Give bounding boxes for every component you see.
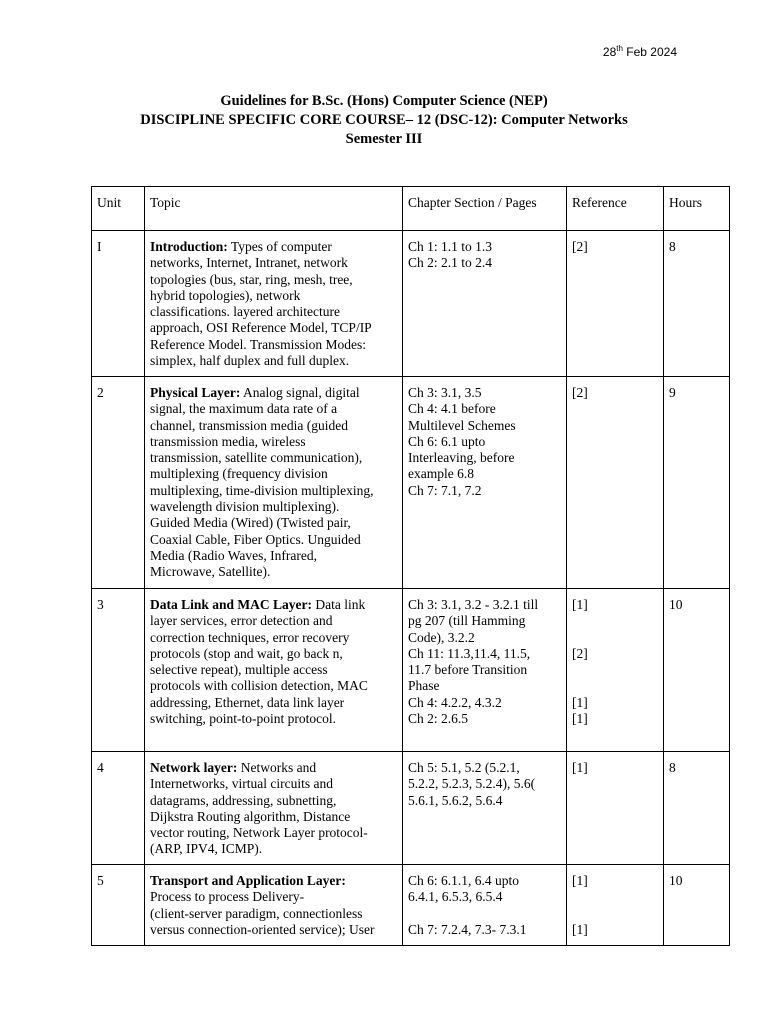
- topic-title: Data Link and MAC Layer:: [150, 597, 313, 612]
- topic-line: [150, 760, 397, 776]
- document-heading: [0, 92, 768, 149]
- chapter-line: Interleaving, before: [408, 450, 515, 466]
- hours-cell: 8: [664, 752, 730, 865]
- topic-title: Transport and Application Layer:: [150, 873, 346, 888]
- chapter-line: Ch 6: 6.1 upto: [408, 433, 486, 449]
- topic-line: layer services, error detection and: [150, 613, 333, 629]
- topic-line: (ARP, IPV4, ICMP).: [150, 841, 263, 857]
- table-row: [92, 752, 730, 865]
- header-reference: Reference: [567, 187, 664, 231]
- topic-line: datagrams, addressing, subnetting,: [150, 792, 337, 808]
- chapter-line: Ch 11: 11.3,11.4, 11.5,: [408, 645, 531, 661]
- reference-line: [2]: [572, 385, 588, 400]
- reference-cell: [567, 752, 664, 865]
- unit-cell: I: [92, 231, 145, 377]
- document-date: [603, 45, 677, 59]
- chapter-line: Ch 7: 7.2.4, 7.3- 7.3.1: [408, 921, 527, 937]
- topic-cell: [145, 752, 403, 865]
- topic-line: Reference Model. Transmission Modes:: [150, 336, 366, 352]
- chapter-line: 5.6.1, 5.6.2, 5.6.4: [408, 792, 503, 808]
- chapter-line: pg 207 (till Hamming: [408, 613, 526, 629]
- reference-line: [1]: [572, 921, 588, 937]
- chapter-cell: [403, 752, 567, 865]
- chapter-line: Ch 4: 4.1 before: [408, 401, 496, 417]
- topic-text: Analog signal, digital: [240, 385, 360, 400]
- topic-line: addressing, Ethernet, data link layer: [150, 694, 345, 710]
- topic-line: versus connection-oriented service); User: [150, 921, 375, 937]
- date-rest: Feb 2024: [626, 45, 677, 59]
- topic-title: Network layer:: [150, 760, 238, 775]
- reference-line: [572, 613, 658, 629]
- topic-line: protocols with collision detection, MAC: [150, 678, 368, 694]
- unit-cell: 2: [92, 377, 145, 589]
- date-suffix: th: [616, 44, 623, 53]
- chapter-line: Ch 3: 3.1, 3.2 - 3.2.1 till: [408, 597, 539, 612]
- reference-cell: [567, 589, 664, 752]
- topic-line: signal, the maximum data rate of a: [150, 401, 338, 417]
- topic-line: [150, 385, 397, 401]
- chapter-line: Ch 7: 7.1, 7.2: [408, 482, 482, 498]
- topic-line: topologies (bus, star, ring, mesh, tree,: [150, 271, 353, 287]
- reference-line: [1]: [572, 711, 588, 727]
- chapter-cell: [403, 589, 567, 752]
- topic-line: approach, OSI Reference Model, TCP/IP: [150, 320, 372, 336]
- reference-line: [2]: [572, 645, 588, 661]
- reference-line: [572, 678, 658, 694]
- header-chapter: Chapter Section / Pages: [403, 187, 567, 231]
- table-row: [92, 377, 730, 589]
- topic-line: multiplexing (frequency division: [150, 466, 328, 482]
- hours-cell: 8: [664, 231, 730, 377]
- topic-title: Introduction:: [150, 239, 228, 254]
- topic-cell: [145, 589, 403, 752]
- topic-line: Coaxial Cable, Fiber Optics. Unguided: [150, 531, 361, 547]
- hours-cell: 10: [664, 865, 730, 946]
- topic-line: correction techniques, error recovery: [150, 629, 350, 645]
- chapter-line: 6.4.1, 6.5.3, 6.5.4: [408, 889, 503, 905]
- reference-line: [572, 630, 658, 646]
- reference-line: [1]: [572, 873, 588, 888]
- topic-line: [150, 873, 397, 889]
- topic-line: (client-server paradigm, connectionless: [150, 905, 363, 921]
- topic-line: simplex, half duplex and full duplex.: [150, 353, 350, 369]
- chapter-line: example 6.8: [408, 466, 474, 482]
- topic-line: switching, point-to-point protocol.: [150, 711, 336, 727]
- topic-line: protocols (stop and wait, go back n,: [150, 645, 343, 661]
- topic-line: [150, 597, 397, 613]
- reference-cell: [567, 231, 664, 377]
- reference-line: [572, 662, 658, 678]
- topic-title: Physical Layer:: [150, 385, 241, 400]
- chapter-cell: [403, 377, 567, 589]
- unit-cell: 4: [92, 752, 145, 865]
- reference-line: [1]: [572, 760, 588, 775]
- syllabus-table: [91, 186, 730, 946]
- topic-line: selective repeat), multiple access: [150, 662, 328, 678]
- topic-line: Internetworks, virtual circuits and: [150, 776, 333, 792]
- topic-line: Microwave, Satellite).: [150, 564, 271, 580]
- table-row: [92, 865, 730, 946]
- topic-cell: [145, 231, 403, 377]
- reference-cell: [567, 865, 664, 946]
- topic-line: hybrid topologies), network: [150, 287, 301, 303]
- chapter-line: Ch 4: 4.2.2, 4.3.2: [408, 694, 502, 710]
- topic-line: [150, 239, 397, 255]
- reference-line: [1]: [572, 597, 588, 612]
- topic-cell: [145, 377, 403, 589]
- topic-line: transmission media, wireless: [150, 433, 306, 449]
- topic-line: transmission, satellite communication),: [150, 450, 363, 466]
- chapter-line: [408, 906, 561, 922]
- chapter-line: Ch 2: 2.1 to 2.4: [408, 255, 493, 271]
- date-day: 28: [602, 45, 617, 59]
- heading-guidelines: Guidelines for B.Sc. (Hons) Computer Science (NEP): [220, 93, 548, 109]
- topic-line: Guided Media (Wired) (Twisted pair,: [150, 515, 351, 531]
- reference-cell: [567, 377, 664, 589]
- table-row: [92, 589, 730, 752]
- table-header-row: [92, 187, 730, 231]
- reference-line: [572, 906, 658, 922]
- chapter-line: Ch 2: 2.6.5: [408, 711, 469, 727]
- unit-cell: 5: [92, 865, 145, 946]
- chapter-line: Ch 3: 3.1, 3.5: [408, 385, 482, 400]
- chapter-line: Ch 6: 6.1.1, 6.4 upto: [408, 873, 520, 888]
- heading-semester: Semester III: [345, 131, 423, 147]
- chapter-line: Multilevel Schemes: [408, 417, 516, 433]
- topic-text: Data link: [312, 597, 366, 612]
- header-unit: Unit: [92, 187, 145, 231]
- topic-line: classifications. layered architecture: [150, 304, 341, 320]
- chapter-line: Ch 1: 1.1 to 1.3: [408, 239, 493, 254]
- chapter-cell: [403, 865, 567, 946]
- chapter-line: 5.2.2, 5.2.3, 5.2.4), 5.6(: [408, 776, 536, 792]
- topic-line: vector routing, Network Layer protocol-: [150, 825, 368, 841]
- chapter-cell: [403, 231, 567, 377]
- table-row: [92, 231, 730, 377]
- topic-line: Process to process Delivery-: [150, 889, 305, 905]
- header-hours: Hours: [664, 187, 730, 231]
- hours-cell: 9: [664, 377, 730, 589]
- topic-line: Dijkstra Routing algorithm, Distance: [150, 808, 351, 824]
- chapter-line: Code), 3.2.2: [408, 629, 475, 645]
- topic-line: wavelength division multiplexing).: [150, 499, 340, 515]
- unit-cell: 3: [92, 589, 145, 752]
- topic-text: Types of computer: [227, 239, 332, 254]
- reference-line: [572, 889, 658, 905]
- hours-cell: 10: [664, 589, 730, 752]
- topic-line: multiplexing, time-division multiplexing,: [150, 482, 374, 498]
- chapter-line: Phase: [408, 678, 440, 694]
- header-topic: Topic: [145, 187, 403, 231]
- topic-cell: [145, 865, 403, 946]
- reference-line: [1]: [572, 694, 588, 710]
- topic-line: networks, Internet, Intranet, network: [150, 255, 348, 271]
- chapter-line: Ch 5: 5.1, 5.2 (5.2.1,: [408, 760, 520, 775]
- topic-text: Networks and: [237, 760, 317, 775]
- topic-line: channel, transmission media (guided: [150, 417, 348, 433]
- reference-line: [2]: [572, 239, 588, 254]
- topic-line: Media (Radio Waves, Infrared,: [150, 547, 317, 563]
- heading-course: DISCIPLINE SPECIFIC CORE COURSE– 12 (DSC-12): Computer Networks: [140, 112, 628, 128]
- chapter-line: 11.7 before Transition: [408, 662, 528, 678]
